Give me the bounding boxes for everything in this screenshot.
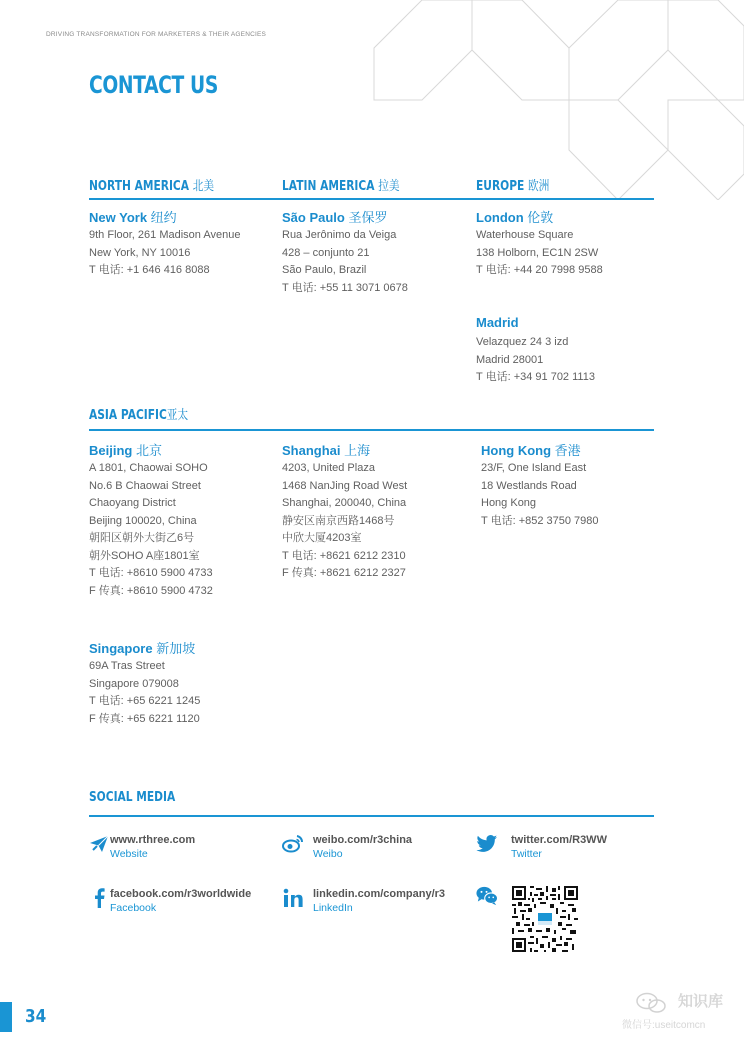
phone-line: T 电话: +8621 6212 2310	[282, 549, 406, 562]
office-city: London 伦敦	[476, 210, 554, 225]
address-line: 1468 NanJing Road West	[282, 479, 408, 492]
fax-line: F 传真: +65 6221 1120	[89, 712, 200, 725]
address-line: Madrid 28001	[476, 353, 544, 366]
social-url[interactable]: linkedin.com/company/r3	[313, 888, 446, 900]
address-line: Beijing 100020, China	[89, 514, 197, 527]
fax-line: F 传真: +8610 5900 4732	[89, 584, 213, 597]
region-name: LATIN AMERICA	[282, 179, 375, 194]
phone-line: T 电话: +8610 5900 4733	[89, 567, 213, 579]
twitter-bird-icon	[476, 833, 498, 855]
phone-line: T 电话: +852 3750 7980	[481, 514, 599, 527]
office-singapore	[89, 640, 200, 728]
social-label: Facebook	[110, 902, 157, 914]
address-line: 138 Holborn, EC1N 2SW	[476, 246, 599, 259]
region-name-cn: 北美	[192, 179, 215, 194]
address-line: 朝阳区朝外大街乙6号	[89, 532, 195, 544]
office-city: Singapore 新加坡	[89, 641, 196, 656]
address-line: 4203, United Plaza	[282, 462, 375, 474]
office-city: Madrid	[476, 315, 519, 330]
address-line: 9th Floor, 261 Madison Avenue	[89, 229, 241, 241]
region-name-cn: 亚太	[166, 408, 189, 423]
paper-plane-icon	[88, 833, 110, 855]
social-url[interactable]: weibo.com/r3china	[313, 834, 413, 846]
address-line: 23/F, One Island East	[481, 462, 587, 474]
social-twitter[interactable]	[476, 833, 607, 860]
weibo-icon	[282, 833, 304, 855]
region-heading-europe	[476, 175, 549, 194]
section-divider	[89, 198, 654, 200]
address-line: Waterhouse Square	[476, 229, 574, 241]
address-line: 静安区南京西路1468号	[282, 514, 395, 527]
social-label: Weibo	[313, 848, 343, 860]
social-media-heading: SOCIAL MEDIA	[89, 790, 176, 805]
office-shanghai	[282, 442, 407, 583]
page-tagline: DRIVING TRANSFORMATION FOR MARKETERS & THEIR AGENCIES	[46, 31, 267, 38]
social-url[interactable]: www.rthree.com	[110, 834, 196, 846]
region-heading-latin-america	[282, 175, 400, 194]
page-title: CONTACT US	[89, 71, 218, 99]
office-sao-paulo	[282, 209, 408, 297]
social-facebook[interactable]	[88, 887, 252, 914]
address-line: Velazquez 24 3 izd	[476, 336, 569, 348]
social-label: LinkedIn	[313, 902, 353, 914]
facebook-icon	[88, 887, 110, 909]
section-divider	[89, 429, 654, 431]
social-wechat[interactable]	[476, 885, 498, 907]
decorative-outline-shape	[372, 0, 744, 200]
wechat-qr-code	[512, 886, 578, 952]
office-city: Hong Kong 香港	[481, 443, 581, 458]
office-city: Shanghai 上海	[282, 443, 371, 458]
address-line: No.6 B Chaowai Street	[89, 479, 201, 492]
address-line: 18 Westlands Road	[481, 479, 577, 492]
address-line: 428 – conjunto 21	[282, 246, 370, 259]
address-line: Singapore 079008	[89, 677, 179, 690]
watermark-title: 知识库	[678, 993, 724, 1010]
phone-line: T 电话: +65 6221 1245	[89, 695, 201, 707]
linkedin-icon	[282, 887, 304, 909]
social-url[interactable]: facebook.com/r3worldwide	[110, 888, 252, 900]
phone-line: T 电话: +55 11 3071 0678	[282, 281, 408, 294]
address-line: Chaoyang District	[89, 497, 176, 509]
watermark-subtitle: 微信号:useitcomcn	[622, 1020, 706, 1031]
address-line: 中欣大厦4203室	[282, 532, 362, 544]
office-london	[476, 209, 603, 280]
region-name-cn: 欧洲	[528, 179, 550, 194]
phone-line: T 电话: +44 20 7998 9588	[476, 264, 603, 276]
social-linkedin[interactable]	[282, 887, 446, 914]
phone-line: T 电话: +1 646 416 8088	[89, 264, 210, 276]
region-name: ASIA PACIFIC	[89, 408, 167, 423]
office-madrid	[476, 314, 595, 387]
wechat-icon	[476, 885, 498, 907]
address-line: Shanghai, 200040, China	[282, 497, 407, 509]
phone-line: T 电话: +34 91 702 1113	[476, 371, 595, 383]
page-number-bar	[0, 1002, 12, 1032]
social-url[interactable]: twitter.com/R3WW	[511, 834, 607, 846]
address-line: A 1801, Chaowai SOHO	[89, 462, 208, 474]
region-name-cn: 拉美	[378, 179, 400, 194]
office-beijing	[89, 442, 213, 600]
address-line: New York, NY 10016	[89, 246, 191, 259]
office-new-york	[89, 209, 240, 280]
address-line: Rua Jerônimo da Veiga	[282, 229, 397, 241]
address-line: São Paulo, Brazil	[282, 264, 367, 276]
region-name: EUROPE	[476, 179, 525, 194]
office-city: São Paulo 圣保罗	[282, 210, 388, 225]
address-line: 69A Tras Street	[89, 660, 165, 672]
address-line: Hong Kong	[481, 497, 537, 509]
office-hong-kong	[481, 442, 599, 530]
region-name: NORTH AMERICA	[89, 179, 190, 194]
region-heading-north-america	[89, 175, 214, 194]
wechat-icon	[636, 992, 668, 1019]
office-city: Beijing 北京	[89, 443, 162, 458]
social-weibo[interactable]	[282, 833, 413, 860]
page-number: 34	[25, 1006, 47, 1027]
social-website[interactable]	[88, 833, 196, 860]
watermark	[622, 990, 734, 1035]
region-heading-asia-pacific	[89, 404, 188, 423]
section-divider	[89, 815, 654, 817]
office-city: New York 纽约	[89, 210, 177, 225]
social-label: Website	[110, 848, 148, 860]
social-label: Twitter	[511, 848, 542, 860]
fax-line: F 传真: +8621 6212 2327	[282, 567, 406, 579]
address-line: 朝外SOHO A座1801室	[89, 549, 200, 562]
